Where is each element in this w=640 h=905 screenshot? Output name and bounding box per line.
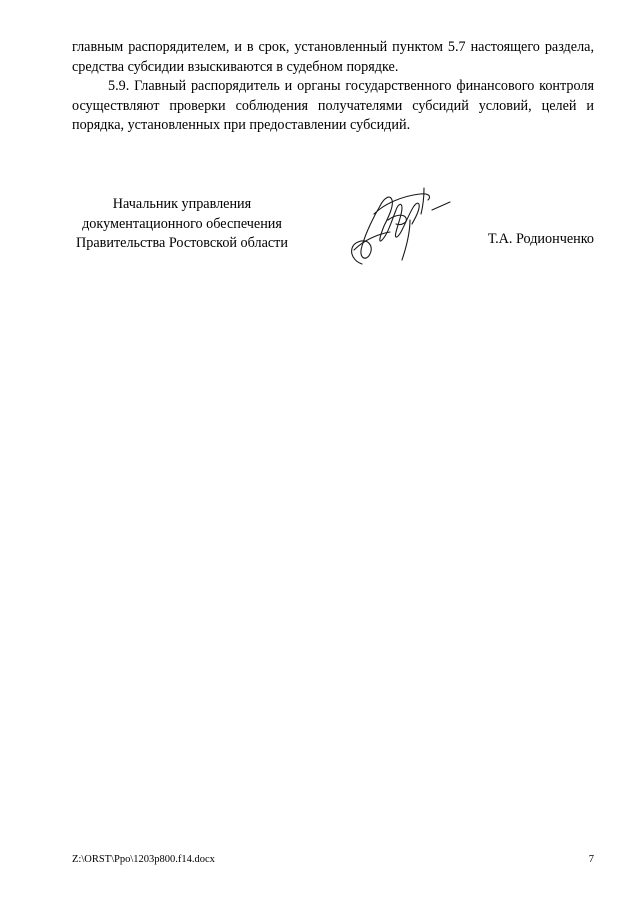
position-line-2: документационного обеспечения [82, 215, 282, 232]
document-body [72, 38, 594, 136]
paragraph-5-9: 5.9. Главный распорядитель и органы государственного финансового контроля осуществляют проверки соблюдения получателями субсидий условий, целей и порядка, установленных при предоставлении субсидий. [72, 78, 594, 134]
page-number: 7 [588, 854, 594, 865]
footer-file-path: Z:\ORST\Ppo\1203p800.f14.docx [72, 854, 215, 865]
signer-name: Т.А. Родионченко [487, 231, 594, 247]
signer-position [66, 195, 298, 254]
paragraph-continuation: главным распорядителем, и в срок, установленный пунктом 5.7 настоящего раздела, средства субсидии взыскиваются в судебном порядке. [72, 39, 594, 75]
position-line-1: Начальник управления [112, 196, 252, 212]
handwritten-signature [344, 180, 454, 272]
position-line-3: Правительства Ростовской области [76, 235, 288, 252]
